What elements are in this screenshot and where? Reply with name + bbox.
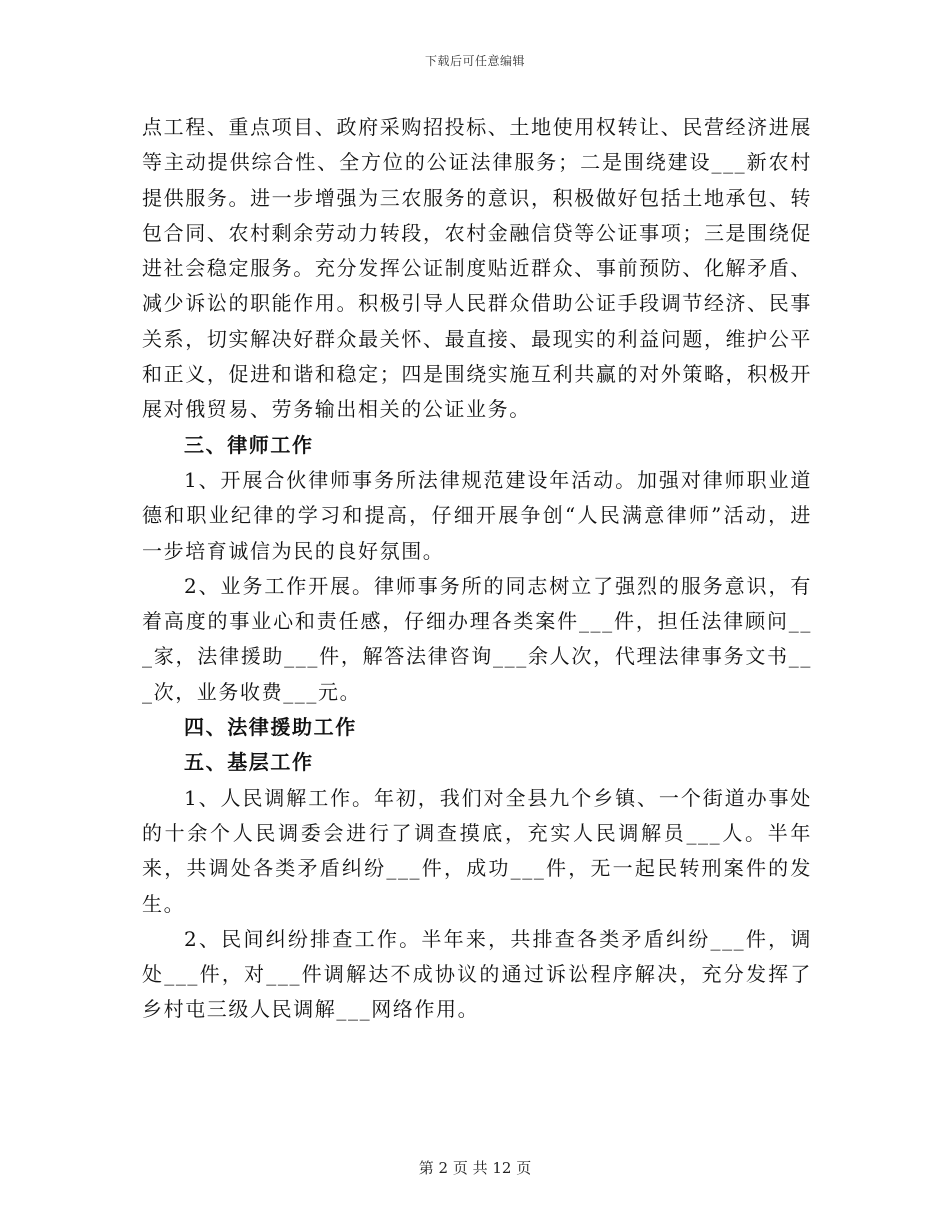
paragraph-people-mediation: 1、人民调解工作。年初，我们对全县九个乡镇、一个街道办事处的十余个人民调委会进行了调查摸底，充实人民调解员___人。半年来，共调处各类矛盾纠纷___件，成功___件，无一起民转刑案件的发生。 [142,785,812,916]
paragraph-notary-services: 点工程、重点项目、政府采购招投标、土地使用权转让、民营经济进展等主动提供综合性、全方位的公证法律服务；二是围绕建设___新农村提供服务。进一步增强为三农服务的意识，积极做好包括土地承包、转包合同、农村剩余劳动力转段，农村金融信贷等公证事项；三是围绕促进社会稳定服务。充分发挥公证制度贴近群众、事前预防、化解矛盾、减少诉讼的职能作用。积极引导人民群众借助公证手段调节经济、民事关系，切实解决好群众最关怀、最直接、最现实的利益问题，维护公平和正义，促进和谐和稳定；四是围绕实施互利共赢的对外策略，积极开展对俄贸易、劳务输出相关的公证业务。 [142,115,812,422]
page-header: 下载后可任意编辑 [424,54,525,68]
paragraph-law-firm-standards: 1、开展合伙律师事务所法律规范建设年活动。加强对律师职业道德和职业纪律的学习和提高，仔细开展争创“人民满意律师”活动，进一步培育诚信为民的良好氛围。 [142,467,812,563]
document-body [142,110,812,1028]
section-heading-grassroots-work: 五、基层工作 [184,750,314,775]
paragraph-business-work: 2、业务工作开展。律师事务所的同志树立了强烈的服务意识，有着高度的事业心和责任感，仔细办理各类案件___件，担任法律顾问___家，法律援助___件，解答法律咨询___余人次，代理法律事务文书___次，业务收费___元。 [142,573,812,704]
paragraph-dispute-screening: 2、民间纠纷排查工作。半年来，共排查各类矛盾纠纷___件，调处___件，对___件调解达不成协议的通过诉讼程序解决，充分发挥了乡村屯三级人民调解___网络作用。 [142,926,812,1022]
section-heading-legal-aid: 四、法律援助工作 [184,715,357,740]
section-heading-lawyer-work: 三、律师工作 [184,432,314,457]
page-footer-number: 第 2 页 共 12 页 [418,1159,532,1177]
